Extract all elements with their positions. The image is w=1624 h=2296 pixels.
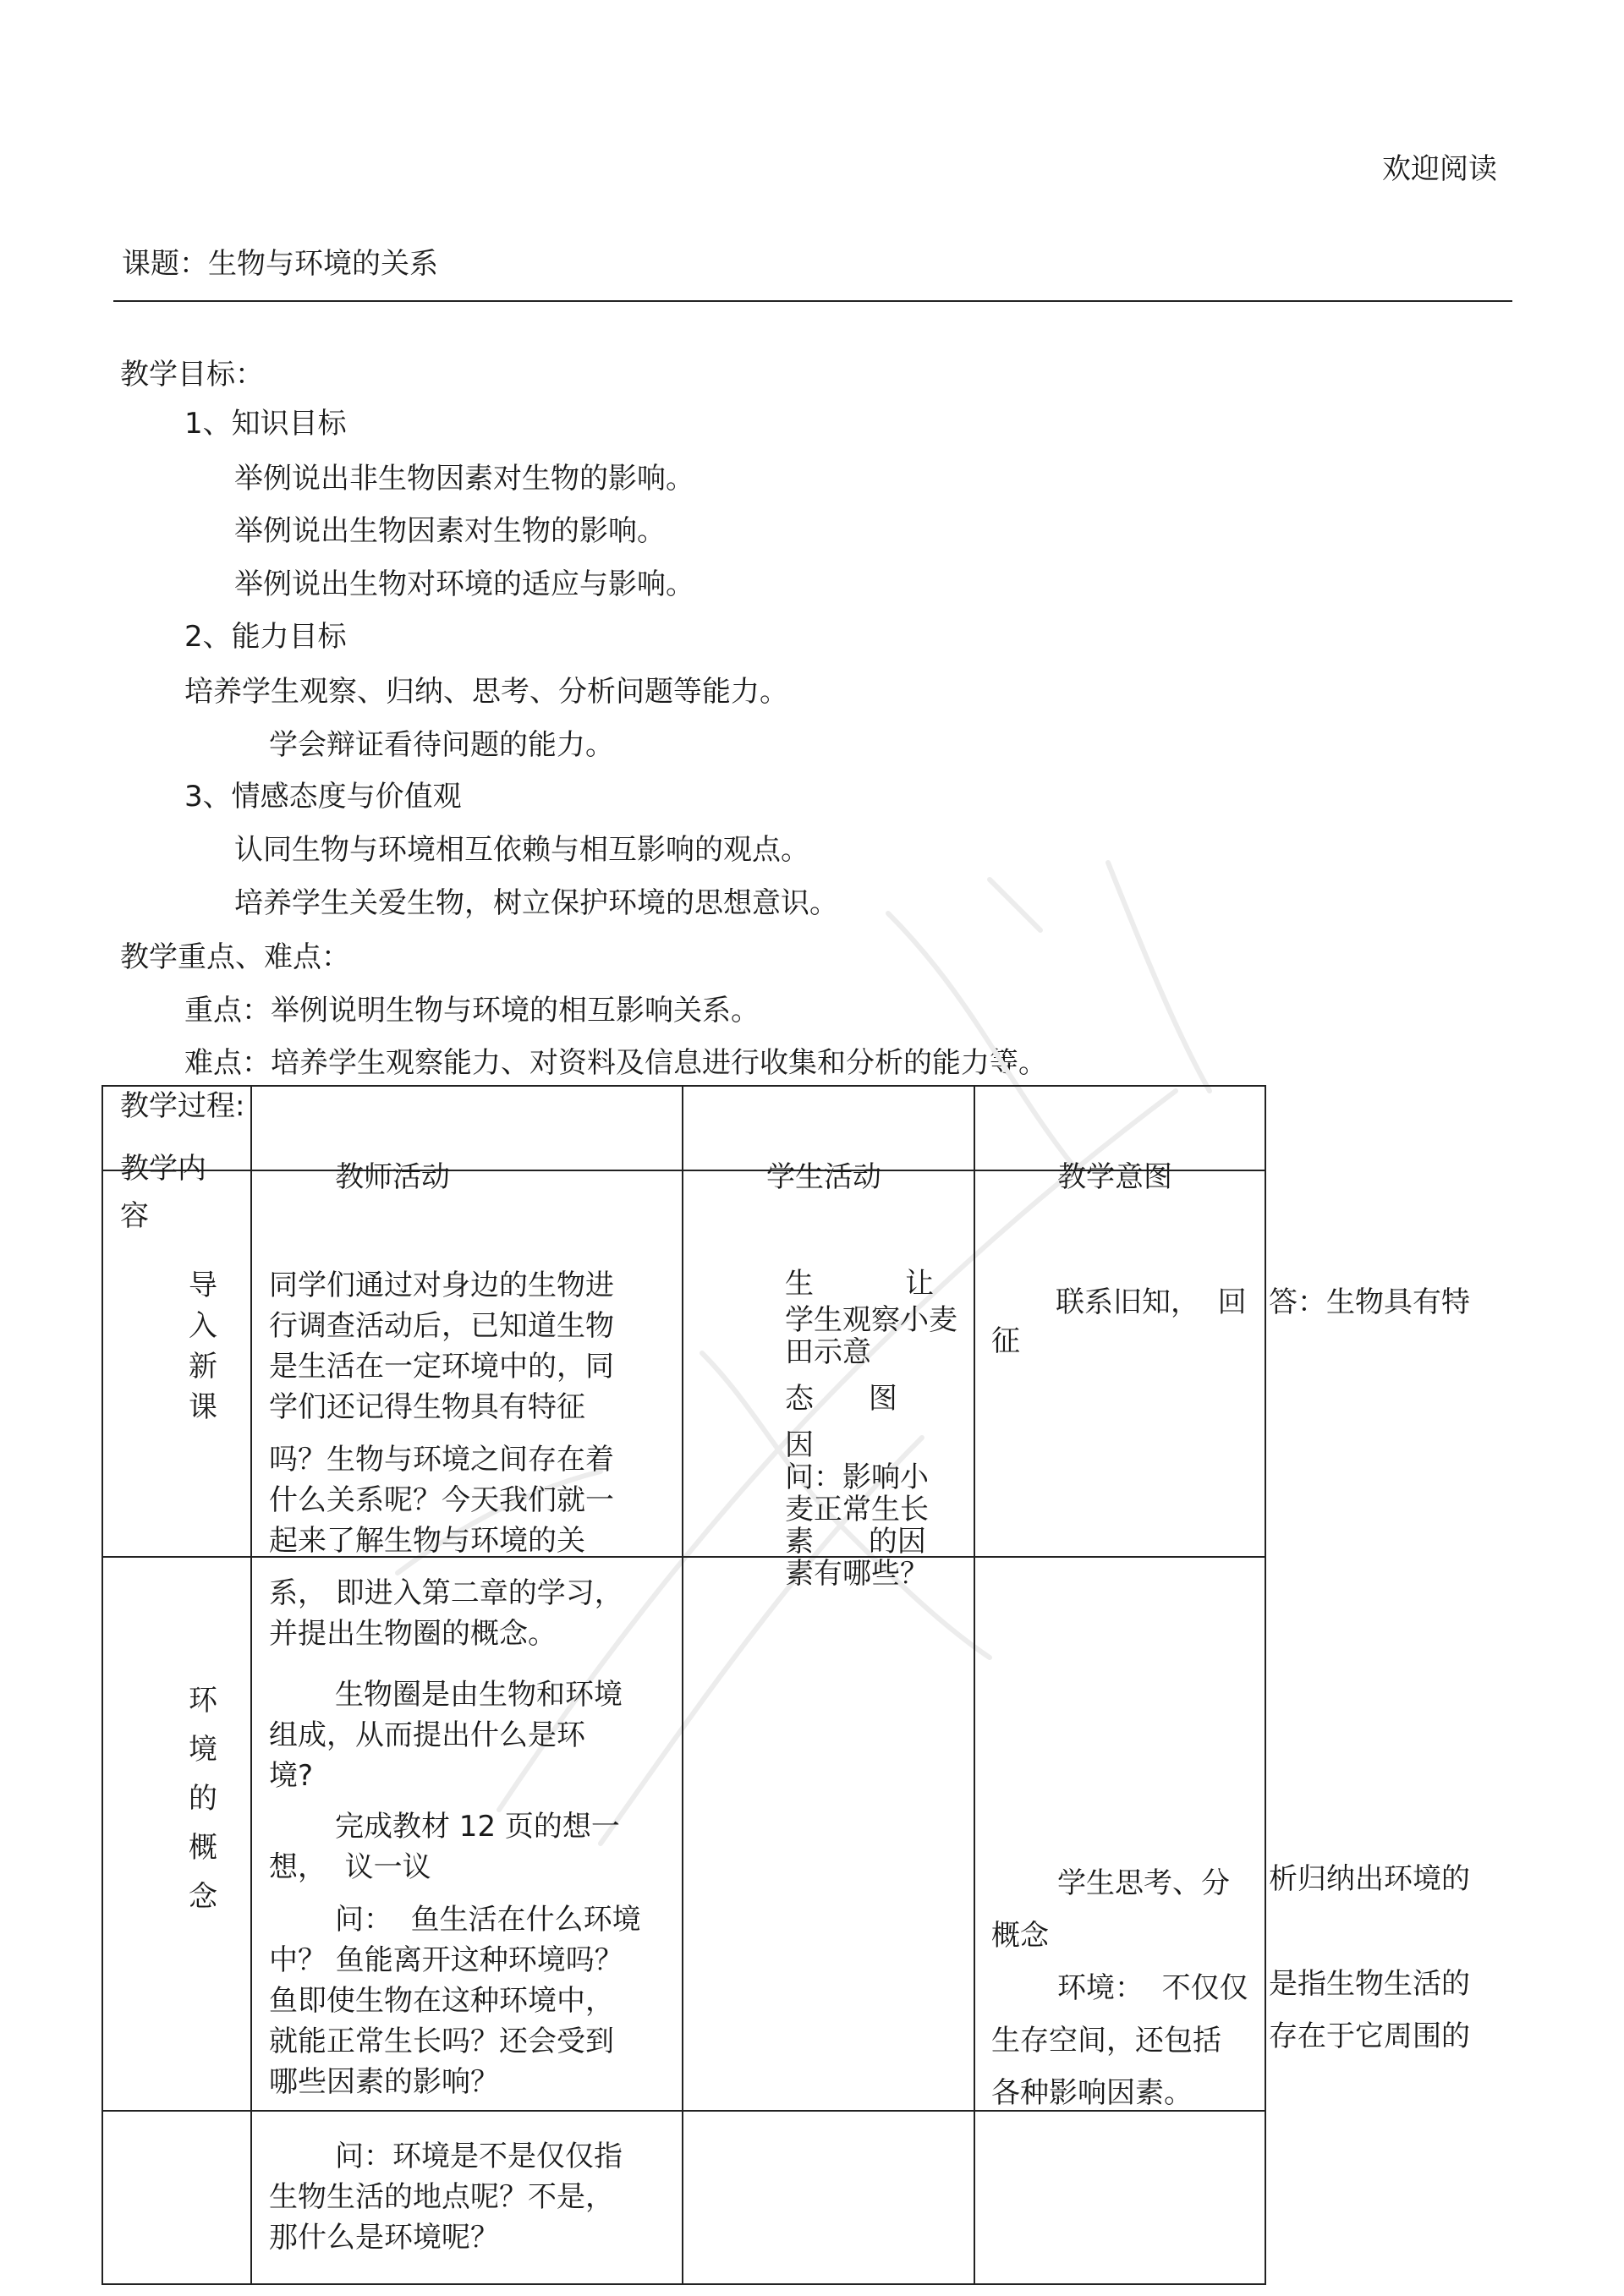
text-line: 麦正常生长	[785, 1493, 929, 1526]
text-line: 中？ 鱼能离开这种环境吗？	[269, 1943, 623, 1977]
row-label-env	[183, 1676, 223, 1921]
process-heading: 教学过程:	[120, 1089, 245, 1123]
title-divider	[113, 300, 1512, 302]
table-border-bottom	[102, 2283, 1266, 2285]
text-line: 组成，从而提出什么是环	[269, 1718, 585, 1752]
row-label-char: 念	[189, 1880, 217, 1914]
text-line: 系， 即进入第二章的学习，	[269, 1576, 623, 1610]
row-label-char: 课	[189, 1390, 217, 1424]
keypoints-focus: 重点：举例说明生物与环境的相互影响关系。	[184, 994, 760, 1027]
row-label-char: 环	[189, 1684, 217, 1718]
teacher-activity-env-cont	[269, 2136, 675, 2258]
ability-label: 2、能力目标	[184, 620, 347, 654]
col-header-content: 教学内	[120, 1152, 206, 1186]
text-line: 就能正常生长吗？还会受到	[269, 2025, 614, 2058]
text-line: 各种影响因素。	[991, 2076, 1193, 2110]
intent-intro: 联系旧知， 回	[1056, 1285, 1247, 1319]
text-line: 态 图	[785, 1382, 897, 1416]
text-line: 问：影响小	[785, 1460, 929, 1494]
student-activity-intro	[785, 1263, 967, 1590]
text-line: 素有哪些？	[785, 1557, 929, 1591]
emotion-item: 认同生物与环境相互依赖与相互影响的观点。	[234, 833, 809, 867]
emotion-label: 3、情感态度与价值观	[184, 780, 462, 814]
ability-item: 培养学生观察、归纳、思考、分析问题等能力。	[184, 675, 788, 709]
text-line: 概念	[991, 1919, 1049, 1953]
text-line: 素 的因	[785, 1525, 926, 1559]
text-line: 生物圈是由生物和环境	[335, 1678, 623, 1712]
text-line: 是生活在一定环境中的，同	[269, 1350, 614, 1384]
teacher-activity-env	[269, 1674, 675, 2102]
keypoints-difficulty: 难点：培养学生观察能力、对资料及信息进行收集和分析的能力等。	[184, 1046, 1047, 1080]
text-line: 田示意	[785, 1335, 871, 1369]
emotion-item: 培养学生关爱生物，树立保护环境的思想意识。	[234, 886, 838, 920]
col-header-content: 容	[120, 1199, 149, 1233]
col-header-intent: 教学意图	[1057, 1160, 1172, 1194]
text-line: 生物生活的地点呢？不是，	[269, 2180, 614, 2214]
row-label-char: 导	[189, 1269, 217, 1302]
text-line: 问：环境是不是仅仅指	[335, 2140, 623, 2173]
table-col-rule	[682, 1085, 683, 2285]
text-line: 环境： 不仅仅	[1057, 1971, 1248, 2005]
text-line: 生 让	[785, 1267, 935, 1301]
row-label-char: 概	[189, 1831, 217, 1865]
text-line: 想， 议一议	[269, 1850, 431, 1884]
table-border-top	[102, 1085, 1266, 1087]
col-header-teacher: 教师活动	[335, 1160, 450, 1194]
knowledge-item: 举例说出生物因素对生物的影响。	[234, 514, 666, 548]
row-label-char: 入	[189, 1309, 217, 1343]
intent-env	[991, 1857, 1262, 2119]
text-line: 起来了解生物与环境的关	[269, 1524, 585, 1558]
text-line: 吗？生物与环境之间存在着	[269, 1443, 614, 1477]
text-line: 学生思考、分	[1057, 1866, 1230, 1900]
row-label-char: 新	[189, 1350, 217, 1384]
text-line: 同学们通过对身边的生物进	[269, 1269, 614, 1302]
intent-intro-overflow: 答：生物具有特	[1269, 1285, 1470, 1319]
objectives-heading: 教学目标：	[120, 358, 264, 392]
intent-intro: 征	[991, 1324, 1020, 1358]
text-line: 什么关系呢？今天我们就一	[269, 1483, 614, 1517]
text-line: 并提出生物圈的概念。	[269, 1617, 557, 1651]
intent-env-overflow: 存在于它周围的	[1269, 2019, 1470, 2053]
ability-item: 学会辩证看待问题的能力。	[269, 728, 614, 762]
col-header-student: 学生活动	[766, 1160, 881, 1194]
intent-env-overflow: 析归纳出环境的	[1269, 1862, 1470, 1896]
text-line: 学们还记得生物具有特征	[269, 1390, 585, 1424]
knowledge-label: 1、知识目标	[184, 407, 347, 441]
text-line: 哪些因素的影响？	[269, 2065, 499, 2099]
teacher-activity-intro	[269, 1265, 675, 1654]
text-line: 鱼即使生物在这种环境中，	[269, 1984, 614, 2018]
row-label-intro	[186, 1265, 220, 1427]
row-label-char: 境	[189, 1733, 217, 1767]
row-label-char: 的	[189, 1782, 217, 1816]
page-title: 课题：生物与环境的关系	[122, 247, 438, 281]
keypoints-heading: 教学重点、难点：	[120, 940, 350, 974]
table-col-rule	[974, 1085, 975, 2285]
text-line: 生存空间，还包括	[991, 2024, 1221, 2058]
intent-env-overflow: 是指生物生活的	[1269, 1967, 1470, 2001]
text-line: 学生观察小麦	[785, 1303, 957, 1337]
knowledge-item: 举例说出非生物因素对生物的影响。	[234, 462, 694, 496]
text-line: 行调查活动后，已知道生物	[269, 1309, 614, 1343]
text-line: 问： 鱼生活在什么环境	[335, 1903, 641, 1937]
text-line: 境?	[269, 1759, 314, 1793]
table-border-right	[1265, 1085, 1266, 2285]
knowledge-item: 举例说出生物对环境的适应与影响。	[234, 567, 694, 601]
header-welcome: 欢迎阅读	[1382, 152, 1497, 186]
text-line: 因	[785, 1428, 814, 1462]
table-border-left	[102, 1085, 103, 2285]
text-line: 完成教材 12 页的想一	[335, 1810, 620, 1844]
table-col-rule	[250, 1085, 252, 2285]
text-line: 那什么是环境呢？	[269, 2221, 499, 2255]
